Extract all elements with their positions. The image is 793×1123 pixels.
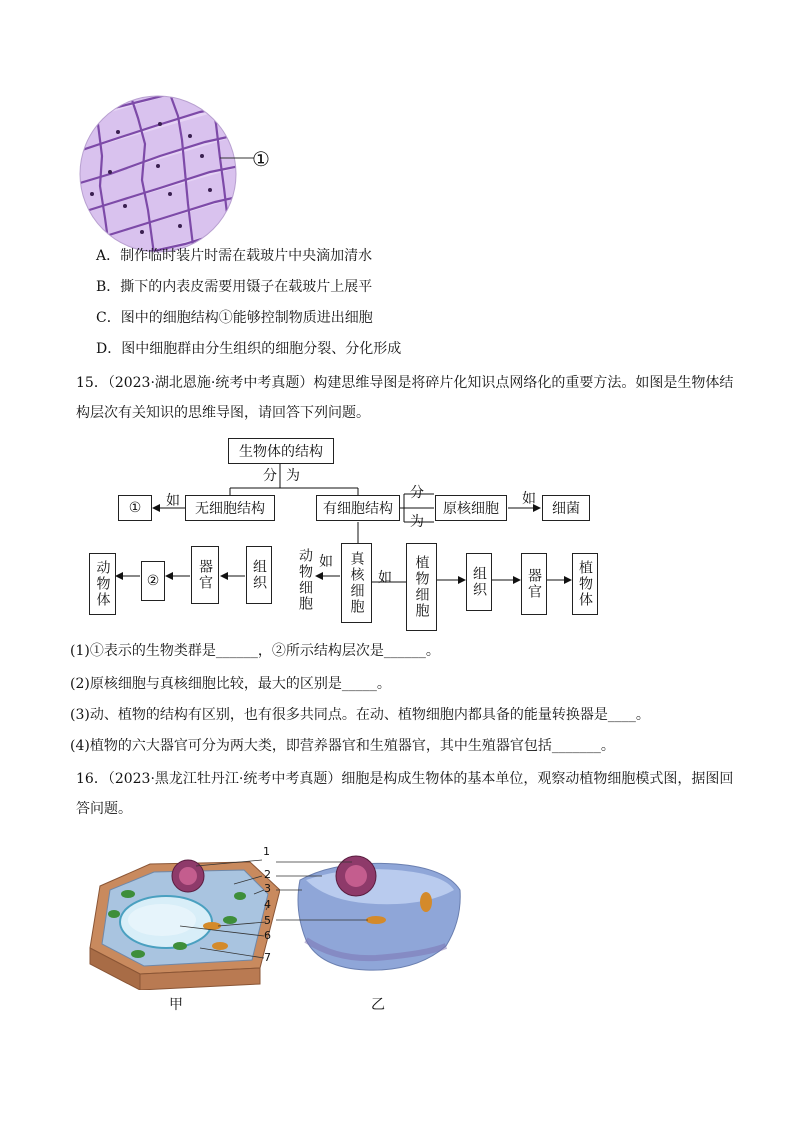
q15-stem-line2: 构层次有关知识的思维导图，请回答下列问题。 <box>76 405 370 421</box>
micrograph-label-1: ① <box>252 147 270 171</box>
onion-epidermis-micrograph <box>70 94 280 254</box>
node-circle2: ② <box>141 561 165 601</box>
animal-cell-diagram <box>276 850 476 980</box>
mind-map-connectors <box>0 430 793 630</box>
label-ru-1: 如 <box>166 493 180 509</box>
caption-yi: 乙 <box>371 997 385 1013</box>
label-ru-3: 如 <box>319 554 333 570</box>
node-animal-body: 动物体 <box>89 553 116 615</box>
cell-label-2: 2 <box>264 868 271 881</box>
node-circle1: ① <box>118 495 152 521</box>
q15-sub-1: (1)①表示的生物类群是______，②所示结构层次是______。 <box>70 643 440 659</box>
plant-cell-diagram <box>80 850 280 990</box>
option-b: B．撕下的内表皮需要用镊子在载玻片上展平 <box>96 279 373 295</box>
label-wei: 为 <box>286 468 300 484</box>
label-fen-2: 分 <box>410 485 424 501</box>
label-animal-cell: 动物细胞 <box>297 548 313 612</box>
node-root: 生物体的结构 <box>228 438 334 464</box>
node-tissue-animal: 组织 <box>246 546 272 604</box>
node-organ-animal: 器官 <box>191 546 219 604</box>
node-has-cell: 有细胞结构 <box>316 495 400 521</box>
q16-stem-line1: 16．（2023·黑龙江牡丹江·统考中考真题）细胞是构成生物体的基本单位，观察动植物细胞模式图，据图回 <box>76 771 734 787</box>
label-wei-2: 为 <box>410 514 424 530</box>
q16-stem-line2: 答问题。 <box>76 801 132 817</box>
option-d: D．图中细胞群由分生组织的细胞分裂、分化形成 <box>96 341 402 357</box>
node-bacteria: 细菌 <box>542 495 590 521</box>
label-fen: 分 <box>263 468 277 484</box>
caption-jia: 甲 <box>169 997 183 1013</box>
option-a: A．制作临时装片时需在载玻片中央滴加清水 <box>96 248 373 264</box>
label-ru-2: 如 <box>522 491 536 507</box>
cell-label-4: 4 <box>264 898 271 911</box>
cell-label-6: 6 <box>264 929 271 942</box>
node-plant-cell: 植物细胞 <box>406 543 437 631</box>
node-prokaryote: 原核细胞 <box>435 495 507 521</box>
q15-stem-line1: 15．（2023·湖北恩施·统考中考真题）构建思维导图是将碎片化知识点网络化的重要方法。如图是生物体结 <box>76 375 734 391</box>
q15-sub-3: (3)动、植物的结构有区别，也有很多共同点。在动、植物细胞内都具备的能量转换器是____。 <box>70 707 650 723</box>
option-c: C．图中的细胞结构①能够控制物质进出细胞 <box>96 310 373 326</box>
q15-sub-2: (2)原核细胞与真核细胞比较，最大的区别是_____。 <box>70 676 391 692</box>
node-organ-plant: 器官 <box>521 553 547 615</box>
cell-label-7: 7 <box>264 951 271 964</box>
node-no-cell: 无细胞结构 <box>185 495 275 521</box>
node-plant-body: 植物体 <box>572 553 598 615</box>
node-tissue-plant: 组织 <box>466 553 492 611</box>
q15-sub-4: (4)植物的六大器官可分为两大类，即营养器官和生殖器官，其中生殖器官包括_______。 <box>70 738 615 754</box>
cell-label-5: 5 <box>264 914 271 927</box>
cell-label-3: 3 <box>264 882 271 895</box>
label-ru-4: 如 <box>378 570 392 586</box>
node-eukaryote: 真核细胞 <box>341 543 372 623</box>
cell-label-1: 1 <box>263 845 270 858</box>
